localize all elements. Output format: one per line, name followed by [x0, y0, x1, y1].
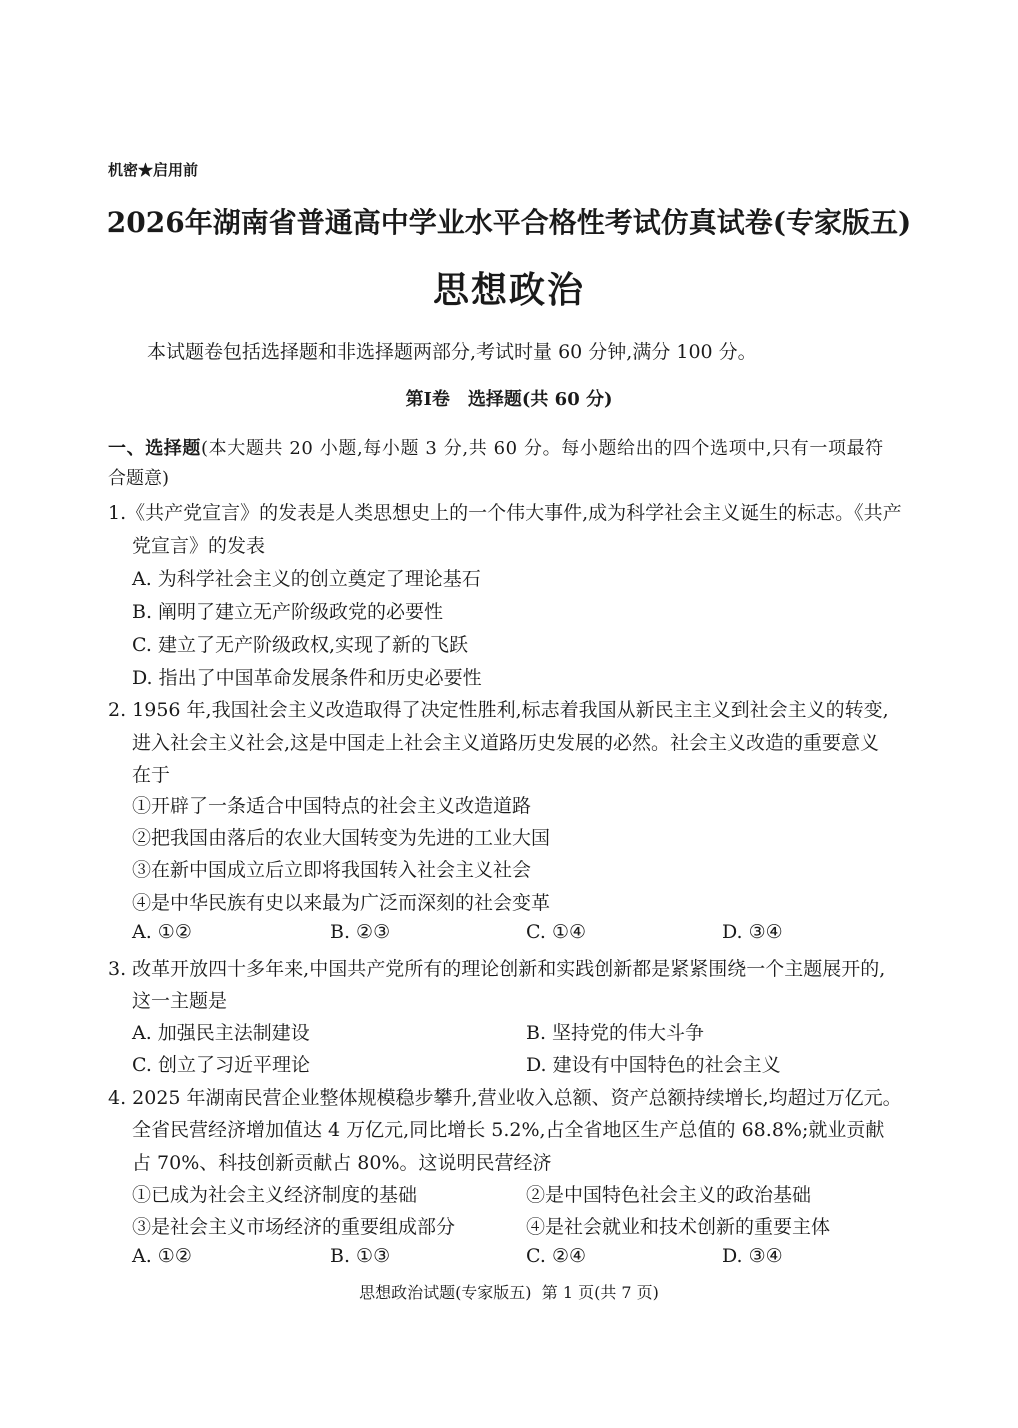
question-2-statement-1: ①开辟了一条适合中国特点的社会主义改造道路 — [132, 795, 532, 817]
section-desc: (本大题共 20 小题,每小题 3 分,共 60 分。每小题给出的四个选项中,只有一项最符 — [201, 438, 884, 459]
subject-title: 思想政治 — [432, 269, 585, 311]
question-1-option-c: C. 建立了无产阶级政权,实现了新的飞跃 — [132, 634, 468, 656]
question-3-option-a: A. 加强民主法制建设 — [132, 1022, 310, 1044]
question-2-stem-line-3: 在于 — [132, 764, 171, 786]
section-desc-continued: 合题意) — [108, 468, 170, 489]
confidential-label: 机密★启用前 — [108, 161, 199, 179]
question-2-option-b: B. ②③ — [330, 921, 391, 943]
question-4-option-d: D. ③④ — [722, 1245, 783, 1267]
question-3-stem-line-1: 3. 改革开放四十多年来,中国共产党所有的理论创新和实践创新都是紧紧围绕一个主题展开的, — [108, 958, 886, 980]
question-2-statement-3: ③在新中国成立后立即将我国转入社会主义社会 — [132, 859, 532, 881]
footer-paper-name: 思想政治试题(专家版五) — [359, 1283, 532, 1302]
question-4-statement-2: ②是中国特色社会主义的政治基础 — [526, 1184, 812, 1206]
section-instructions — [108, 434, 884, 460]
question-3-option-b: B. 坚持党的伟大斗争 — [526, 1022, 705, 1044]
question-1-option-b: B. 阐明了建立无产阶级政党的必要性 — [132, 601, 444, 623]
question-2-option-c: C. ①④ — [526, 921, 587, 943]
part-heading: 第Ⅰ卷 选择题(共 60 分) — [405, 389, 613, 410]
question-4-statement-4: ④是社会就业和技术创新的重要主体 — [526, 1216, 831, 1238]
question-3-option-d: D. 建设有中国特色的社会主义 — [526, 1054, 781, 1076]
question-2-option-a: A. ①② — [132, 921, 192, 943]
question-3-stem-line-2: 这一主题是 — [132, 990, 228, 1012]
question-4-option-b: B. ①③ — [330, 1245, 391, 1267]
question-2-statement-2: ②把我国由落后的农业大国转变为先进的工业大国 — [132, 827, 551, 849]
question-4-stem-line-3: 占 70%、科技创新贡献占 80%。这说明民营经济 — [132, 1152, 552, 1174]
exam-intro: 本试题卷包括选择题和非选择题两部分,考试时量 60 分钟,满分 100 分。 — [147, 341, 757, 363]
question-1-option-a: A. 为科学社会主义的创立奠定了理论基石 — [132, 568, 481, 590]
question-2-stem-line-1: 2. 1956 年,我国社会主义改造取得了决定性胜利,标志着我国从新民主主义到社会主义的转变, — [108, 699, 889, 721]
section-label: 一、选择题 — [108, 438, 201, 459]
question-4-option-c: C. ②④ — [526, 1245, 587, 1267]
question-2-stem-line-2: 进入社会主义社会,这是中国走上社会主义道路历史发展的必然。社会主义改造的重要意义 — [132, 732, 880, 754]
question-4-statement-3: ③是社会主义市场经济的重要组成部分 — [132, 1216, 456, 1238]
question-1-stem-line-1: 1.《共产党宣言》的发表是人类思想史上的一个伟大事件,成为科学社会主义诞生的标志。《共产 — [108, 502, 902, 524]
exam-title: 2026年湖南省普通高中学业水平合格性考试仿真试卷(专家版五) — [106, 206, 912, 239]
question-1-option-d: D. 指出了中国革命发展条件和历史必要性 — [132, 667, 482, 689]
question-4-statement-1: ①已成为社会主义经济制度的基础 — [132, 1184, 418, 1206]
question-2-statement-4: ④是中华民族有史以来最为广泛而深刻的社会变革 — [132, 892, 551, 914]
question-1-stem-line-2: 党宣言》的发表 — [132, 535, 266, 557]
question-4-option-a: A. ①② — [132, 1245, 192, 1267]
question-4-stem-line-2: 全省民营经济增加值达 4 万亿元,同比增长 5.2%,占全省地区生产总值的 68.8%;就业贡献 — [132, 1119, 885, 1141]
footer-page-number: 第 1 页(共 7 页) — [541, 1283, 659, 1302]
question-2-option-d: D. ③④ — [722, 921, 783, 943]
question-3-option-c: C. 创立了习近平理论 — [132, 1054, 310, 1076]
page-footer — [0, 1280, 1018, 1303]
question-4-stem-line-1: 4. 2025 年湖南民营企业整体规模稳步攀升,营业收入总额、资产总额持续增长,均超过万亿元。 — [108, 1087, 902, 1109]
